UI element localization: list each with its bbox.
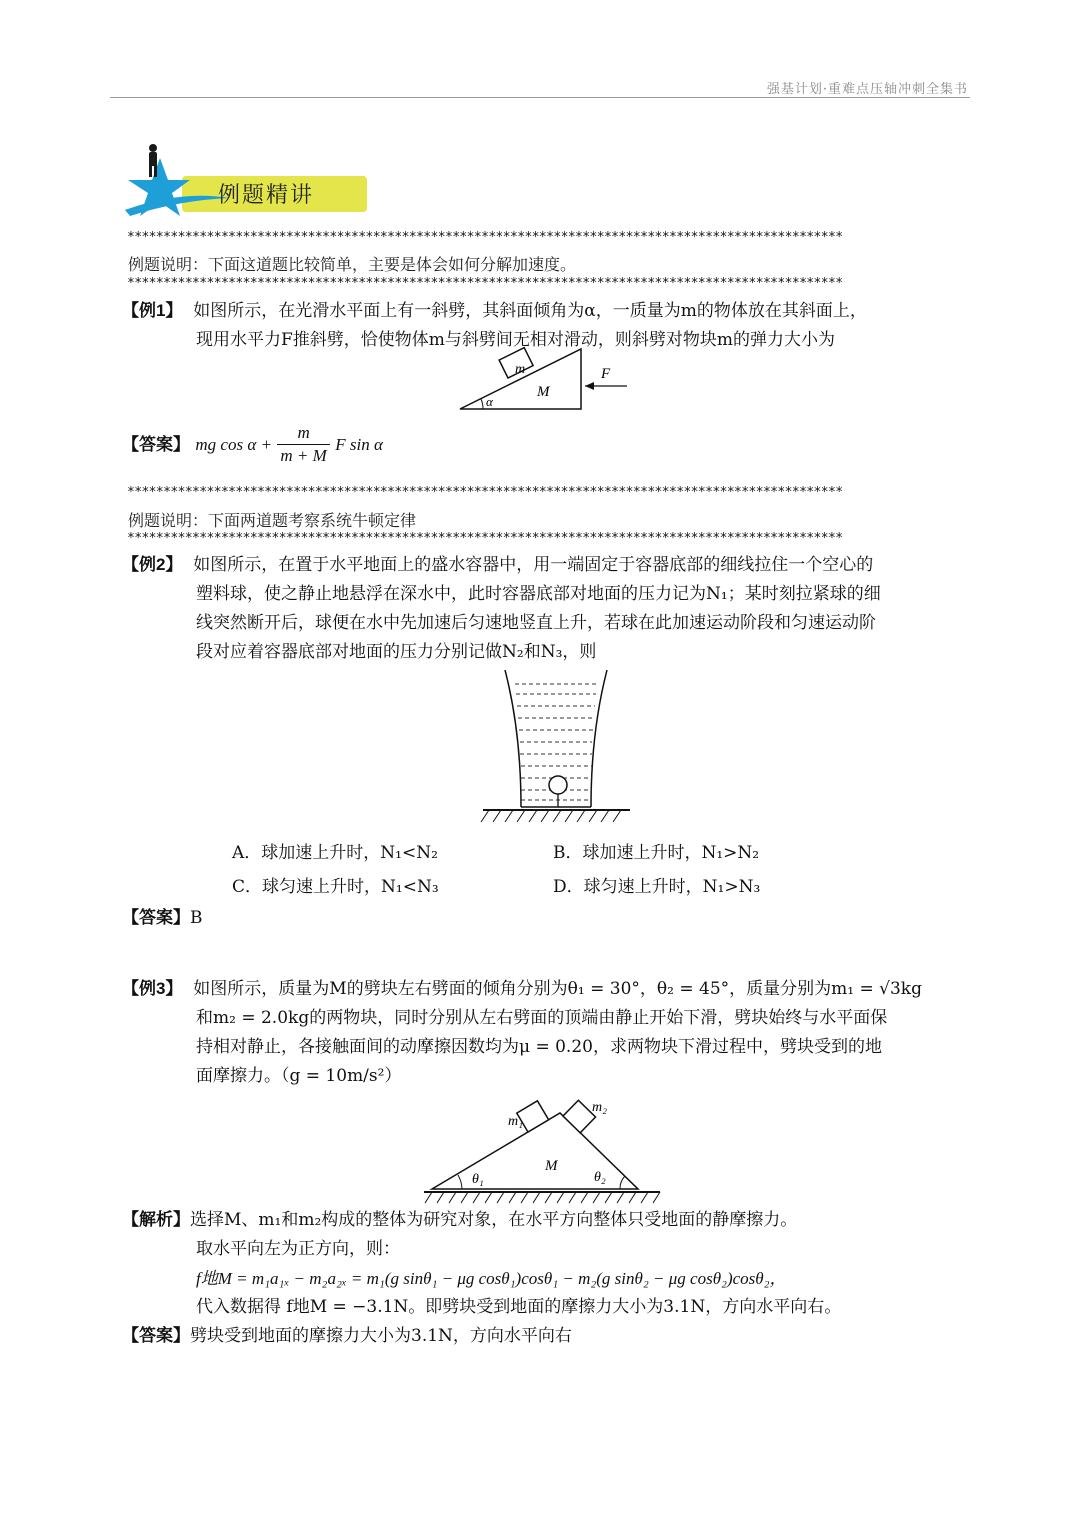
banner-label: 例题精讲	[218, 183, 315, 208]
fraction-numerator: m	[277, 422, 329, 445]
section-note: 例题说明：下面两道题考察系统牛顿定律	[128, 511, 417, 530]
separator: ***************************************************************************************************	[127, 276, 843, 291]
label-m1: m₁	[508, 1114, 523, 1129]
label-M: M	[545, 1158, 558, 1174]
example-text: 线突然断开后，球便在水中先加速后匀速地竖直上升，若球在此加速运动阶段和匀速运动阶	[196, 613, 876, 633]
analysis-3	[122, 1205, 967, 1322]
example-text: 和m₂ = 2.0kg的两物块，同时分别从左右劈面的顶端由静止开始下滑，劈块始终与水平面保	[196, 1008, 888, 1028]
block-m2	[563, 1100, 596, 1133]
ground-hatch	[481, 810, 621, 822]
answer-value: B	[190, 908, 203, 928]
separator: ***************************************************************************************************	[127, 485, 843, 500]
container-right-wall	[591, 670, 607, 807]
label-theta1: θ₁	[472, 1172, 484, 1187]
separator: ***************************************************************************************************	[127, 230, 843, 245]
answer-label: 【答案】	[122, 1326, 190, 1345]
example-label: 【例2】	[122, 555, 183, 574]
answer-2	[122, 903, 967, 933]
angle-arc-1	[458, 1175, 462, 1189]
series-title: 强基计划·重难点压轴冲刺全集书	[766, 82, 968, 97]
section-note: 例题说明：下面这道题比较简单，主要是体会如何分解加速度。	[128, 255, 577, 274]
example-text: 现用水平力F推斜劈，恰使物体m与斜劈间无相对滑动，则斜劈对物块m的弹力大小为	[196, 330, 836, 350]
example-3	[122, 974, 967, 1091]
angle-arc	[481, 399, 483, 409]
analysis-text: 选择M、m₁和m₂构成的整体为研究对象，在水平方向整体只受地面的静摩擦力。	[190, 1210, 798, 1230]
answer-3	[122, 1321, 967, 1351]
container-left-wall	[505, 670, 521, 807]
example-text: 如图所示，在光滑水平面上有一斜劈，其斜面倾角为α，一质量为m的物体放在其斜面上，	[193, 301, 867, 321]
fraction	[277, 422, 329, 467]
example-text: 如图所示，在置于水平地面上的盛水容器中，用一端固定于容器底部的细线拉住一个空心的	[193, 555, 874, 575]
answer-value: 劈块受到地面的摩擦力大小为3.1N，方向水平向右	[190, 1326, 572, 1346]
angle-arc-2	[620, 1176, 625, 1189]
example-text: 持相对静止，各接触面间的动摩擦因数均为μ = 0.20，求两物块下滑过程中，劈块受到的地	[196, 1037, 882, 1057]
example-text: 塑料球，使之静止地悬浮在深水中，此时容器底部对地面的压力记为N₁；某时刻拉紧球的细	[196, 584, 881, 604]
example-text: 段对应着容器底部对地面的压力分别记做N₂和N₃，则	[196, 642, 597, 662]
label-alpha: α	[486, 394, 493, 409]
answer-label: 【答案】	[122, 908, 190, 927]
answer-1	[122, 422, 967, 467]
separator: ***************************************************************************************************	[127, 531, 843, 546]
person-icon	[149, 144, 157, 177]
example-label: 【例3】	[122, 979, 183, 998]
fraction-denominator: m + M	[280, 446, 327, 465]
label-m2: m₂	[592, 1100, 607, 1115]
answer-term-2: F sin α	[335, 435, 383, 454]
option-d: D．球匀速上升时，N₁>N₃	[553, 877, 761, 897]
analysis-text: 代入数据得 f地M = −3.1N。即劈块受到地面的摩擦力大小为3.1N，方向水平向右。	[196, 1297, 842, 1317]
arrow-head-icon	[585, 382, 594, 390]
answer-label: 【答案】	[122, 435, 190, 454]
figure-double-wedge	[420, 1093, 665, 1208]
label-theta2: θ₂	[594, 1170, 606, 1185]
answer-term-1: mg cos α +	[195, 435, 272, 454]
analysis-label: 【解析】	[122, 1210, 190, 1229]
figure-container	[475, 662, 635, 832]
option-a: A．球加速上升时，N₁<N₂	[232, 843, 438, 863]
example-text: 如图所示，质量为M的劈块左右劈面的倾角分别为θ₁ = 30°，θ₂ = 45°，质量分别为m₁ = √3kg	[193, 979, 922, 999]
option-c: C．球匀速上升时，N₁<N₃	[232, 877, 439, 897]
label-m: m	[515, 362, 526, 377]
analysis-text: 取水平向左为正方向，则：	[196, 1239, 400, 1259]
example-text: 面摩擦力。（g = 10m/s²）	[196, 1066, 402, 1086]
label-M: M	[537, 384, 550, 400]
analysis-equation: f地M = m₁a₁ₓ − m₂a₂ₓ = m₁(g sinθ₁ − μg cosθ₁)cosθ₁ − m₂(g sinθ₂ − μg cosθ₂)cosθ₂，	[196, 1269, 787, 1288]
option-b: B．球加速上升时，N₁>N₂	[553, 843, 760, 863]
figure-wedge	[455, 345, 635, 415]
header-rule	[110, 97, 970, 98]
ground-hatch	[425, 1192, 660, 1203]
example-label: 【例1】	[122, 301, 183, 320]
label-F: F	[601, 366, 611, 382]
ball	[549, 776, 567, 794]
example-2	[122, 550, 967, 667]
